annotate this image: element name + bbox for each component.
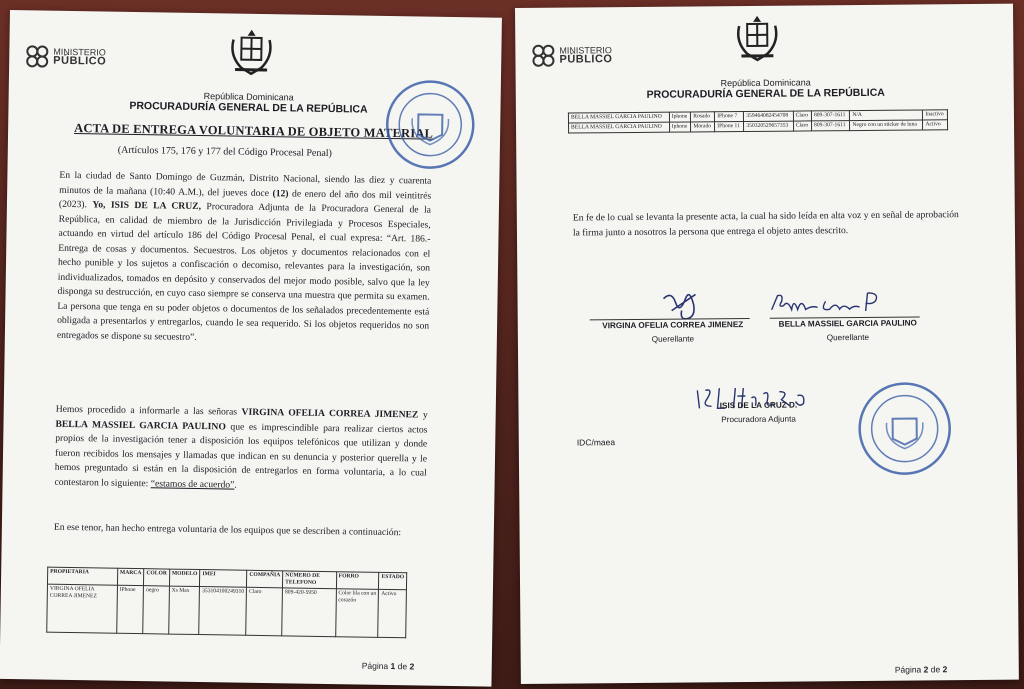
table-row: [47, 584, 407, 638]
table-cell: N/A: [850, 110, 923, 121]
signature-bella: [767, 289, 897, 320]
table-header-cell: MARCA: [117, 568, 144, 585]
table-cell: Iphone: [669, 112, 691, 122]
table-cell: 359464082454708: [744, 111, 793, 121]
coat-of-arms-icon: [227, 27, 276, 78]
header-institution: PROCURADURÍA GENERAL DE LA REPÚBLICA: [646, 86, 885, 101]
page-number: Página 2 de 2: [894, 664, 948, 675]
table-cell: Xs Max: [168, 586, 199, 634]
table-cell: Negro con un sticker de luna: [850, 120, 923, 131]
table-cell: Rosado: [691, 112, 715, 122]
table-cell: Morado: [691, 122, 715, 132]
table-cell: Iphone: [669, 122, 691, 132]
table-header-cell: NÚMERO DE TELEFONO: [283, 571, 337, 589]
table-cell: BELLA MASSIEL GARCIA PAULINO: [568, 112, 669, 123]
signatory-name-1: VIRGINA OFELIA CORREA JIMENEZ: [602, 320, 744, 331]
table-row: [569, 120, 948, 133]
table-cell: 350320529657353: [744, 121, 793, 131]
table-header-cell: MODELO: [169, 569, 200, 586]
table-header-cell: PROPIETARIA: [47, 567, 117, 585]
signatory-name-3: ISIS DE LA CRUZ D.: [719, 400, 798, 411]
table-cell: BELLA MASSIEL GARCIA PAULINO: [569, 122, 670, 133]
table-header-cell: COMPAÑIA: [247, 570, 283, 588]
page-header: [88, 89, 408, 116]
logo-line2: PÚBLICO: [559, 53, 613, 66]
coat-of-arms-icon: [733, 14, 781, 64]
page-header: [596, 76, 936, 101]
official-seal-icon: [384, 78, 477, 171]
table-cell: VIRGINA OFELIA CORREA JIMENEZ: [47, 584, 118, 633]
logo-line2: PÚBLICO: [53, 54, 107, 68]
ministerio-publico-logo: [531, 43, 612, 68]
table-header-cell: COLOR: [144, 569, 170, 586]
table-cell: Inactivo: [923, 110, 948, 120]
signatory-role-3: Procuradora Adjunta: [721, 414, 796, 425]
ministerio-publico-logo: [25, 44, 106, 69]
table-header-cell: ESTADO: [379, 572, 407, 589]
document-subtitle: (Artículos 175, 176 y 177 del Código Procesal Penal): [117, 144, 333, 160]
official-seal-icon: [856, 380, 953, 477]
table-cell: 353104100249310: [199, 587, 247, 636]
page-number: Página 1 de 2: [361, 660, 415, 672]
reference-code: IDC/maea: [576, 437, 616, 448]
table-cell: negro: [143, 586, 169, 634]
ministerio-publico-logo-icon: [531, 44, 555, 68]
table-cell: 809-307-1611: [811, 111, 849, 121]
signatory-role-2: Querellante: [826, 332, 870, 343]
document-title: ACTA DE ENTREGA VOLUNTARIA DE OBJETO MATERIAL: [74, 121, 434, 141]
header-institution: PROCURADURÍA GENERAL DE LA REPÚBLICA: [129, 99, 368, 116]
table-cell: Activo: [923, 120, 948, 130]
notification-paragraph: Hemos procedido a informarle a las señoras VIRGINA OFELIA CORREA JIMENEZ y BELLA MASSIEL GARCIA PAULINO que es imprescindible para realizar ciertos actos propios de la investigación tener a disposición los equipos telefónicos que utilizan y donde fueron recibidos los mensajes y llamadas que indican en su denuncia y posterior querella y le hemos preguntado si están en la disposición de entregarlos en forma voluntaria, a lo cual contestaron lo siguiente: “estamos de acuerdo”.: [54, 403, 428, 491]
signatory-role-1: Querellante: [651, 334, 695, 344]
ministerio-publico-logo-icon: [25, 44, 49, 68]
table-cell: Claro: [246, 587, 283, 636]
delivery-paragraph: En ese tenor, han hecho entrega voluntaria de los equipos que se describen a continuación:: [53, 521, 402, 539]
table-cell: IPhone 11: [715, 122, 744, 132]
table-cell: IPhone: [116, 585, 143, 633]
signatory-name-2: BELLA MASSIEL GARCIA PAULINO: [778, 318, 917, 329]
logo-line1: MINISTERIO: [559, 45, 612, 56]
table-cell: Activo: [378, 589, 406, 637]
table-header-cell: FORRO: [336, 572, 379, 590]
document-page-1: [0, 10, 502, 687]
devices-table: [46, 567, 407, 639]
table-cell: 809-420-5950: [282, 588, 336, 637]
logo-line1: MINISTERIO: [53, 46, 106, 58]
table-cell: Claro: [793, 111, 811, 121]
table-cell: Claro: [793, 121, 811, 131]
header-country: República Dominicana: [720, 77, 811, 89]
table-cell: Color lila con un corazón: [335, 589, 379, 638]
table-cell: 809-307-1611: [811, 121, 849, 131]
header-country: República Dominicana: [203, 91, 294, 103]
intro-paragraph: En la ciudad de Santo Domingo de Guzmán, Distrito Nacional, siendo las diez y cuarenta minutos de la mañana (10:40 A.M.), del jueves doce (12) de enero del año dos mil veintitrés (2023). Yo, ISIS DE LA CRUZ, Procuradora Adjunta de la Procuradora General de la República, en calidad de miembro de la Jurisdicción Privilegiada y Procesos Especiales, actuando en virtud del artículo 186 del Código Procesal Penal, el cual expresa: “Art. 186.- Entrega de cosas y documentos. Secuestros. Los objetos y documentos relacionados con el hecho punible y los sujetos a confiscación o decomiso, relevantes para la investigación, son individualizados, tomados en depósito y conservados del mejor modo posible, salvo que la ley disponga su destrucción, en cuyo caso siempre se conserva una muestra que permita su examen. La persona que tenga en su poder objetos o documentos de los señalados precedentemente está obligada a presentarlos y entregarlos, cuando le sea requerido. Si los objetos requeridos no son entregados se dispone su secuestro”.: [56, 169, 432, 343]
devices-table-continued: [568, 109, 948, 133]
closing-paragraph: En fe de lo cual se levanta la presente acta, la cual ha sido leída en alta voz y en señal de aprobación la firma junto a nosotros la persona que entrega el objeto antes descrito.: [572, 209, 959, 239]
table-cell: IPhone 7: [715, 112, 744, 122]
document-page-2: [515, 4, 1019, 684]
table-header-cell: IMEI: [200, 570, 247, 588]
